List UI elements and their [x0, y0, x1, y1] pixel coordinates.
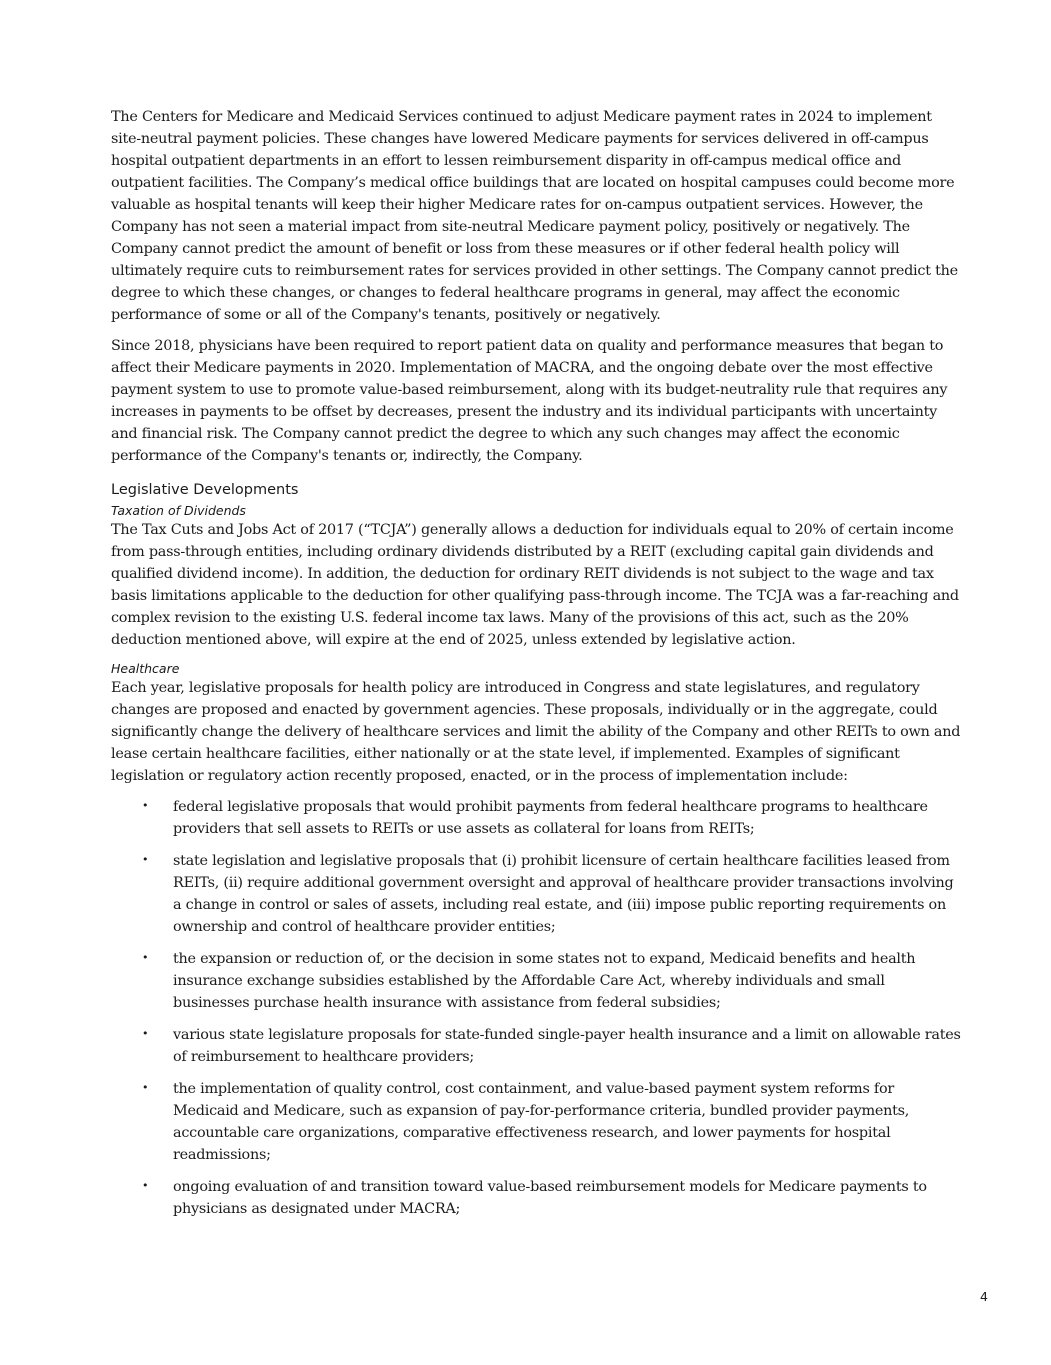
bullet-icon: •	[142, 1179, 149, 1192]
bullet-icon: •	[142, 951, 149, 964]
list-item	[111, 796, 963, 840]
page-number: 4	[980, 1289, 988, 1304]
paragraph-tcja: The Tax Cuts and Jobs Act of 2017 (“TCJA”) generally allows a deduction for individuals equal to 20% of certain income from pass-through entities, including ordinary dividends distributed by a REIT (excluding capital gain dividends and qualified dividend income). In addition, the deduction for ordinary REIT dividends is not subject to the wage and tax basis limitations applicable to the deduction for other qualifying pass-through income. The TCJA was a far-reaching and complex revision to the existing U.S. federal income tax laws. Many of the provisions of this act, such as the 20% deduction mentioned above, will expire at the end of 2025, unless extended by legislative action.	[111, 522, 959, 648]
list-item-text: the expansion or reduction of, or the decision in some states not to expand, Medicaid benefits and health insurance exchange subsidies established by the Affordable Care Act, whereby individuals and small businesses purchase health insurance with assistance from federal subsidies;	[173, 951, 916, 1011]
list-item	[111, 850, 963, 938]
list-item	[111, 948, 963, 1014]
subheading-healthcare: Healthcare	[111, 661, 180, 676]
bullet-list-legislation-examples	[111, 796, 963, 1220]
list-item-text: the implementation of quality control, cost containment, and value-based payment system reforms for Medicaid and Medicare, such as expansion of pay-for-performance criteria, bundled provider payments, accountable care organizations, comparative effectiveness research, and lower payments for hospital readmissions;	[173, 1081, 910, 1163]
paragraph-healthcare-proposals: Each year, legislative proposals for health policy are introduced in Congress and state legislatures, and regulatory changes are proposed and enacted by government agencies. These proposals, individually or in the aggregate, could significantly change the delivery of healthcare services and limit the ability of the Company and other REITs to own and lease certain healthcare facilities, either nationally or at the state level, if implemented. Examples of significant legislation or regulatory action recently proposed, enacted, or in the process of implementation include:	[111, 680, 961, 784]
bullet-icon: •	[142, 1027, 149, 1040]
list-item-text: federal legislative proposals that would prohibit payments from federal healthcare programs to healthcare providers that sell assets to REITs or use assets as collateral for loans from REITs;	[173, 799, 928, 837]
list-item	[111, 1176, 963, 1220]
document-page	[111, 106, 963, 1230]
list-item-text: ongoing evaluation of and transition toward value-based reimbursement models for Medicare payments to physicians as designated under MACRA;	[173, 1179, 927, 1217]
list-item-text: state legislation and legislative proposals that (i) prohibit licensure of certain healthcare facilities leased from REITs, (ii) require additional government oversight and approval of healthcare provider transactions involving a change in control or sales of assets, including real estate, and (iii) impose public reporting requirements on ownership and control of healthcare provider entities;	[173, 853, 954, 935]
bullet-icon: •	[142, 1081, 149, 1094]
list-item	[111, 1024, 963, 1068]
paragraph-site-neutral-payments: The Centers for Medicare and Medicaid Services continued to adjust Medicare payment rates in 2024 to implement site-neutral payment policies. These changes have lowered Medicare payments for services delivered in off-campus hospital outpatient departments in an effort to lessen reimbursement disparity in off-campus medical office and outpatient facilities. The Company’s medical office buildings that are located on hospital campuses could become more valuable as hospital tenants will keep their higher Medicare rates for on-campus outpatient services. However, the Company has not seen a material impact from site-neutral Medicare payment policy, positively or negatively. The Company cannot predict the amount of benefit or loss from these measures or if other federal health policy will ultimately require cuts to reimbursement rates for services provided in other settings. The Company cannot predict the degree to which these changes, or changes to federal healthcare programs in general, may affect the economic performance of some or all of the Company's tenants, positively or negatively.	[111, 109, 958, 323]
section-heading-legislative-developments: Legislative Developments	[111, 482, 299, 498]
bullet-icon: •	[142, 853, 149, 866]
bullet-icon: •	[142, 799, 149, 812]
list-item-text: various state legislature proposals for state-funded single-payer health insurance and a limit on allowable rates of reimbursement to healthcare providers;	[173, 1027, 961, 1065]
paragraph-macra: Since 2018, physicians have been required to report patient data on quality and performance measures that began to affect their Medicare payments in 2020. Implementation of MACRA, and the ongoing debate over the most effective payment system to use to promote value-based reimbursement, along with its budget-neutrality rule that requires any increases in payments to be offset by decreases, present the industry and its individual participants with uncertainty and financial risk. The Company cannot predict the degree to which any such changes may affect the economic performance of the Company's tenants or, indirectly, the Company.	[111, 338, 948, 464]
list-item	[111, 1078, 963, 1166]
subheading-taxation-of-dividends: Taxation of Dividends	[111, 503, 246, 518]
